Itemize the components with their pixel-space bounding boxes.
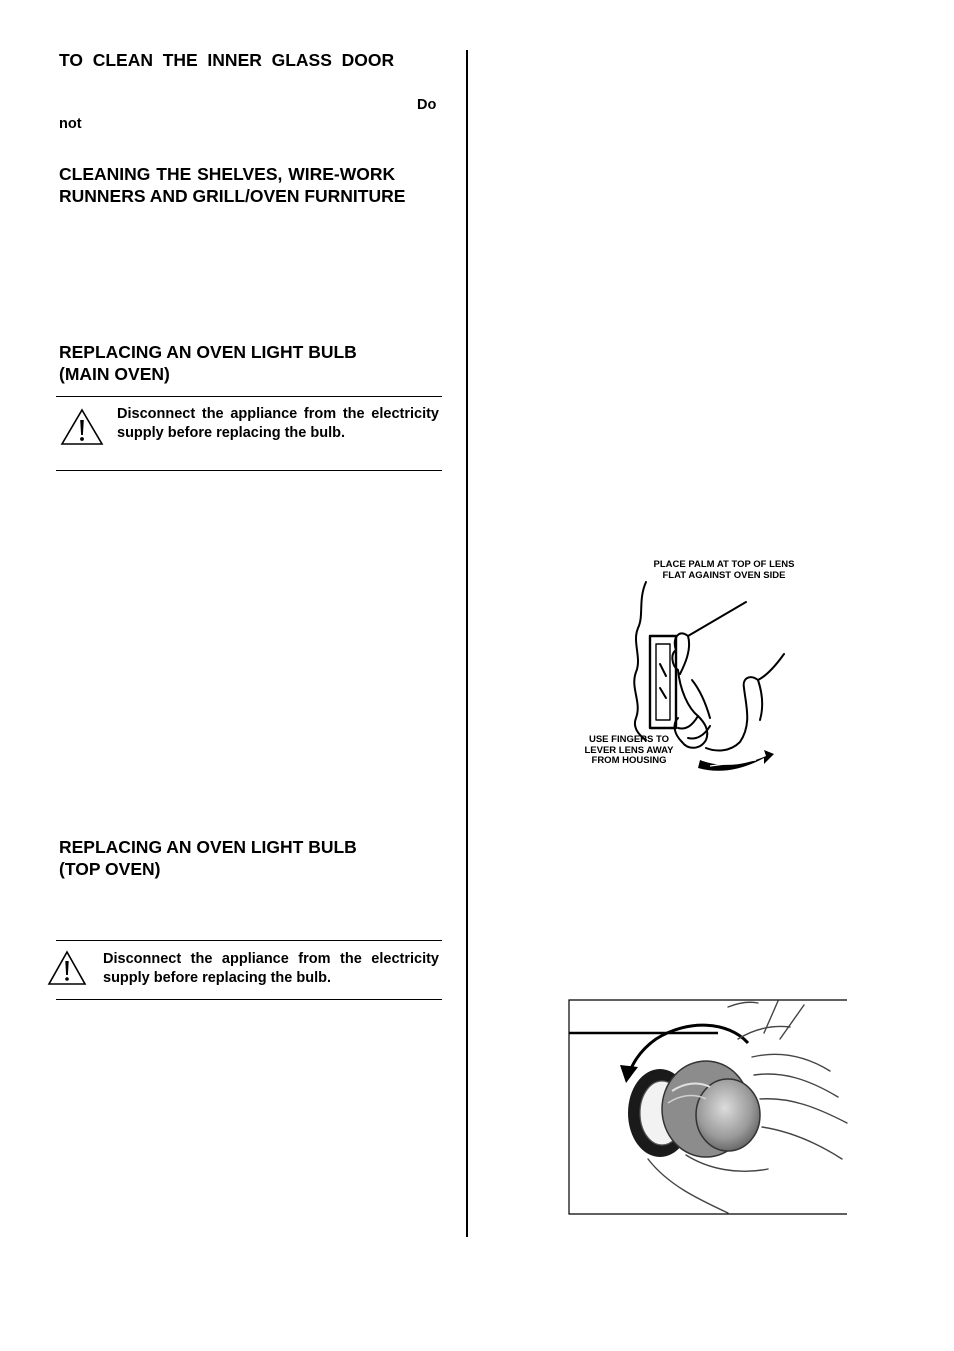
cleaning-shelves-heading-line1: CLEANING THE SHELVES, WIRE-WORK — [59, 164, 396, 184]
figure1-caption-bottom-line2: LEVER LENS AWAY — [584, 744, 674, 756]
main-oven-bulb-heading-line2: (MAIN OVEN) — [59, 364, 170, 384]
main-oven-warning-text: Disconnect the appliance from the electricity supply before replacing the bulb. — [117, 406, 439, 441]
cleaning-shelves-heading-line2: RUNNERS AND GRILL/OVEN FURNITURE — [59, 186, 406, 206]
figure1-caption-bottom — [576, 735, 682, 767]
top-oven-warning-bottom-rule — [56, 999, 442, 1000]
main-oven-warning-bottom-rule — [56, 470, 442, 471]
figure1-caption-top-line1: PLACE PALM AT TOP OF LENS — [653, 559, 795, 570]
not-fragment: not — [59, 116, 82, 132]
top-oven-bulb-heading-line2: (TOP OVEN) — [59, 859, 161, 879]
main-oven-warning-top-rule — [56, 396, 442, 397]
column-divider — [466, 50, 468, 1237]
main-oven-bulb-heading-line1: REPLACING AN OVEN LIGHT BULB — [59, 342, 357, 362]
do-fragment: Do — [417, 97, 437, 113]
top-oven-bulb-heading — [59, 836, 357, 880]
bulb-cover-unscrew-illustration — [568, 999, 848, 1215]
figure1-caption-bottom-line1: USE FINGERS TO — [588, 734, 670, 745]
top-oven-bulb-heading-line1: REPLACING AN OVEN LIGHT BULB — [59, 837, 357, 857]
top-oven-warning-top-rule — [56, 940, 442, 941]
main-oven-bulb-heading — [59, 341, 357, 385]
inner-glass-door-heading: TO CLEAN THE INNER GLASS DOOR — [59, 50, 395, 70]
figure1-caption-top-line2: FLAT AGAINST OVEN SIDE — [662, 569, 786, 581]
top-oven-warning-text: Disconnect the appliance from the electricity supply before replacing the bulb. — [103, 951, 439, 986]
figure1-caption-bottom-line3: FROM HOUSING — [591, 755, 667, 766]
cleaning-shelves-heading — [59, 163, 443, 207]
warning-triangle-icon — [47, 950, 87, 986]
warning-triangle-icon — [60, 408, 104, 446]
figure1-caption-top — [636, 560, 812, 581]
